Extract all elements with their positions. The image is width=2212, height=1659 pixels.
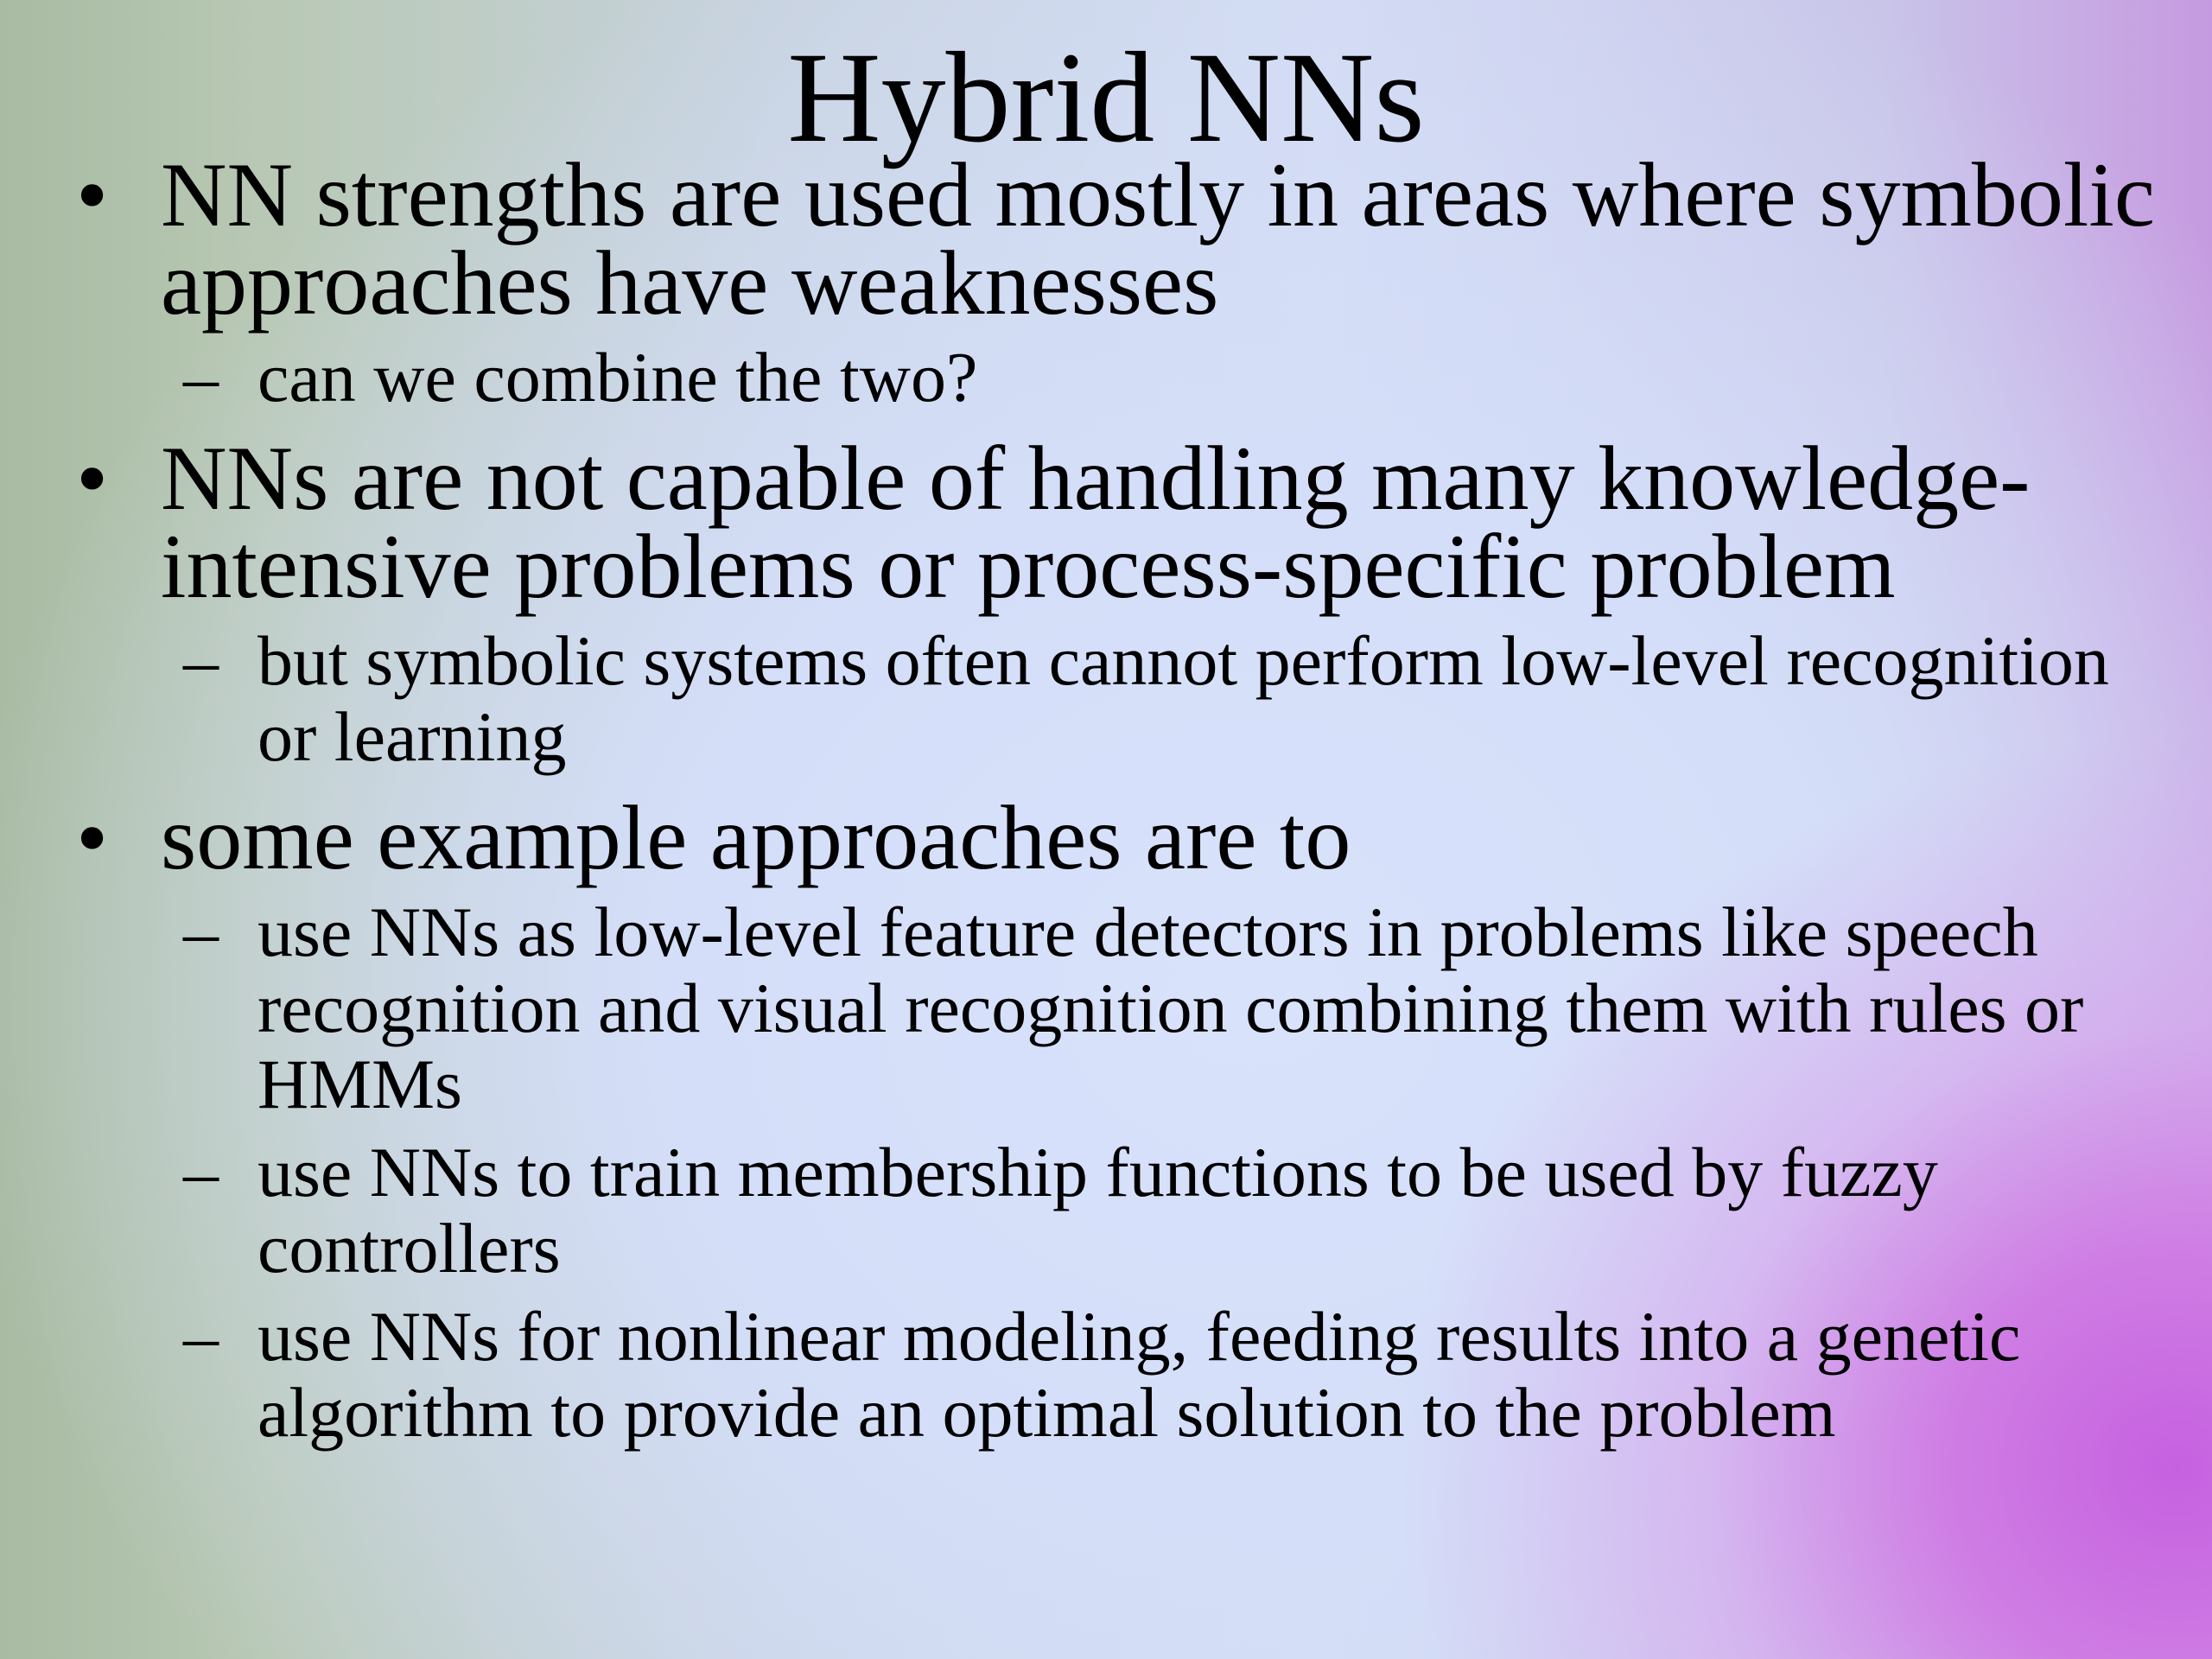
sub-bullet-text: use NNs for nonlinear modeling, feeding results into a genetic algorithm to provide an optimal solution to the problem bbox=[257, 1297, 2021, 1452]
bullet-item bbox=[69, 144, 2177, 334]
sub-bullet-item bbox=[69, 1135, 2177, 1287]
sub-bullet-marker: – bbox=[183, 621, 219, 700]
slide-title: Hybrid NNs bbox=[787, 26, 1425, 169]
sub-bullet-marker: – bbox=[183, 338, 219, 416]
bullet-text: some example approaches are to bbox=[161, 787, 1351, 888]
sub-bullet-text: but symbolic systems often cannot perform low-level recognition or learning bbox=[257, 621, 2109, 776]
sub-bullet-item bbox=[69, 623, 2177, 775]
bullet-item bbox=[69, 428, 2177, 617]
bullet-marker: • bbox=[76, 787, 109, 888]
bullet-marker: • bbox=[76, 428, 109, 529]
sub-bullet-item bbox=[69, 1299, 2177, 1451]
bullet-text: NNs are not capable of handling many knowledge-intensive problems or process-specific problem bbox=[161, 428, 2031, 617]
sub-bullet-text: use NNs to train membership functions to be used by fuzzy controllers bbox=[257, 1133, 1938, 1287]
bullet-text: NN strengths are used mostly in areas where symbolic approaches have weaknesses bbox=[161, 144, 2155, 334]
sub-bullet-text: use NNs as low-level feature detectors in problems like speech recognition and visual recognition combining them with rules or HMMs bbox=[257, 893, 2084, 1123]
sub-bullet-item bbox=[69, 894, 2177, 1122]
sub-bullet-item bbox=[69, 340, 2177, 416]
bullet-marker: • bbox=[76, 144, 109, 245]
sub-bullet-marker: – bbox=[183, 1133, 219, 1211]
sub-bullet-marker: – bbox=[183, 1297, 219, 1376]
sub-bullet-text: can we combine the two? bbox=[257, 338, 978, 416]
slide-content bbox=[69, 144, 2177, 1452]
bullet-item bbox=[69, 787, 2177, 888]
sub-bullet-marker: – bbox=[183, 893, 219, 971]
